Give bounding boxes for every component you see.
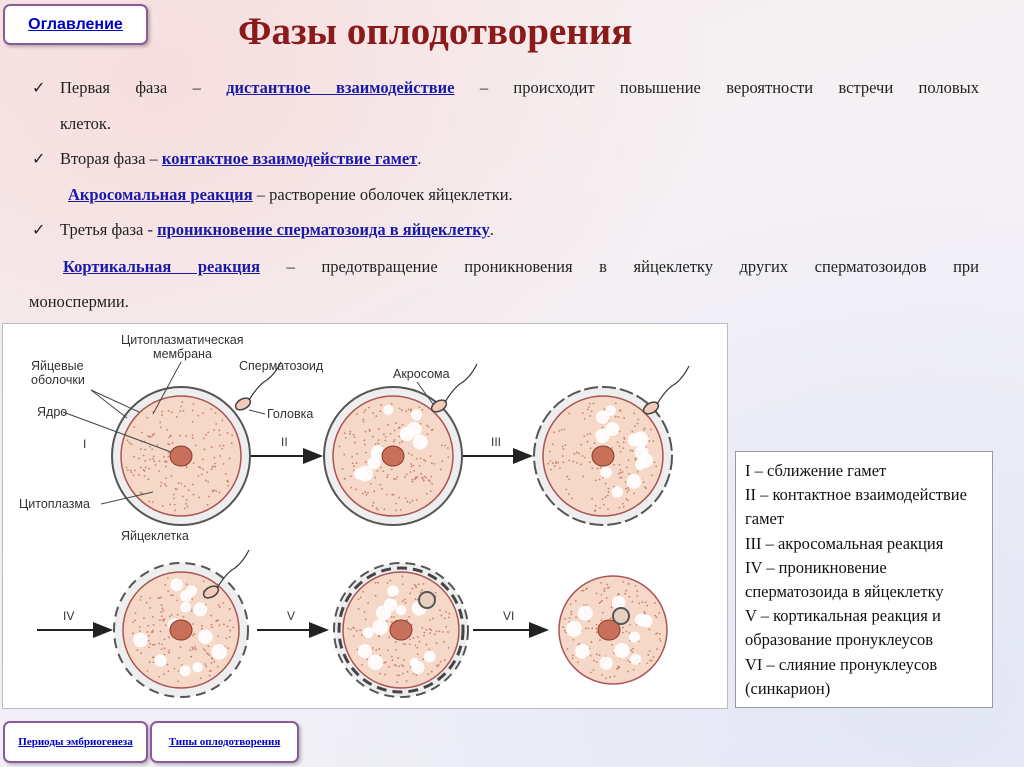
phase1-rest: – происходит повышение вероятности встречи половых	[479, 78, 980, 97]
stage-label: I	[83, 437, 87, 451]
phase3-line	[60, 220, 494, 240]
legend-item: V – кортикальная реакция и образование пронуклеусов	[745, 606, 941, 650]
legend-box	[735, 451, 993, 708]
acrosome-rest: – растворение оболочек яйцеклетки.	[256, 185, 513, 204]
egg-coats-label: Яйцевые	[31, 359, 84, 373]
acrosome-label: Акросома	[393, 367, 450, 381]
phase2-prefix: Вторая фаза –	[60, 149, 158, 168]
phase1-cont: клеток.	[60, 114, 111, 133]
phase2-suffix: .	[417, 149, 422, 168]
acrosome-line	[68, 185, 513, 205]
legend-item: IV – проникновение сперматозоида в яйцеклетку	[745, 557, 944, 602]
pronucleus	[419, 592, 435, 608]
stage-label: VI	[503, 609, 515, 623]
nucleus-label: Ядро	[37, 405, 68, 419]
cortical-reaction-link[interactable]: Кортикальная реакция	[63, 257, 261, 276]
legend-item: III – акросомальная реакция	[745, 533, 944, 553]
sperm-tail	[657, 366, 689, 404]
egg-label: Яйцеклетка	[121, 529, 189, 543]
cortical-cont: моноспермии.	[29, 292, 129, 311]
phase3-suffix: .	[489, 220, 494, 239]
membrane-label: Цитоплазматическая	[121, 333, 244, 347]
nucleus	[170, 446, 192, 466]
stage-label: II	[281, 435, 288, 449]
nucleus	[390, 620, 412, 640]
pronucleus	[613, 608, 629, 624]
checkmark-icon: ✓	[32, 151, 46, 168]
legend-item: I – сближение гамет	[745, 461, 887, 480]
cytoplasm-label: Цитоплазма	[19, 497, 90, 511]
sperm-head-label: Головка	[267, 407, 314, 421]
sperm-tail	[445, 364, 477, 402]
checkmark-icon: ✓	[32, 222, 46, 239]
embryogenesis-periods-button[interactable]: Периоды эмбриогенеза	[3, 721, 148, 763]
phase1-prefix: Первая фаза –	[60, 78, 201, 97]
legend-item: II – контактное взаимодействие гамет	[745, 485, 967, 529]
phase1-line	[60, 78, 979, 98]
fertilization-types-button[interactable]: Типы оплодотворения	[150, 721, 299, 763]
egg-coats-label: оболочки	[31, 373, 85, 387]
phase2-line	[60, 149, 421, 169]
checkmark-icon: ✓	[32, 80, 46, 97]
nucleus	[592, 446, 614, 466]
phase3-prefix: Третья фаза -	[60, 220, 153, 239]
nucleus	[382, 446, 404, 466]
cortical-line	[63, 257, 979, 277]
table-of-contents-button[interactable]: Оглавление	[3, 4, 148, 45]
acrosomal-reaction-link[interactable]: Акросомальная реакция	[68, 185, 253, 204]
legend-item: VI – слияние пронуклеусов (синкарион)	[745, 654, 938, 698]
nucleus	[170, 620, 192, 640]
fertilization-diagram	[2, 323, 728, 709]
stage-label: III	[491, 435, 502, 449]
cortical-rest: – предотвращение проникновения в яйцеклетку других сперматозоидов при	[286, 257, 979, 276]
stage-label: V	[287, 609, 296, 623]
sperm-label: Сперматозоид	[239, 359, 324, 373]
page-title: Фазы оплодотворения	[238, 10, 633, 53]
distant-interaction-link[interactable]: дистантное взаимодействие	[226, 78, 455, 97]
penetration-link[interactable]: проникновение сперматозоида в яйцеклетку	[157, 220, 490, 239]
membrane-label: мембрана	[153, 347, 212, 361]
contact-interaction-link[interactable]: контактное взаимодействие гамет	[161, 149, 418, 168]
stage-label: IV	[63, 609, 75, 623]
